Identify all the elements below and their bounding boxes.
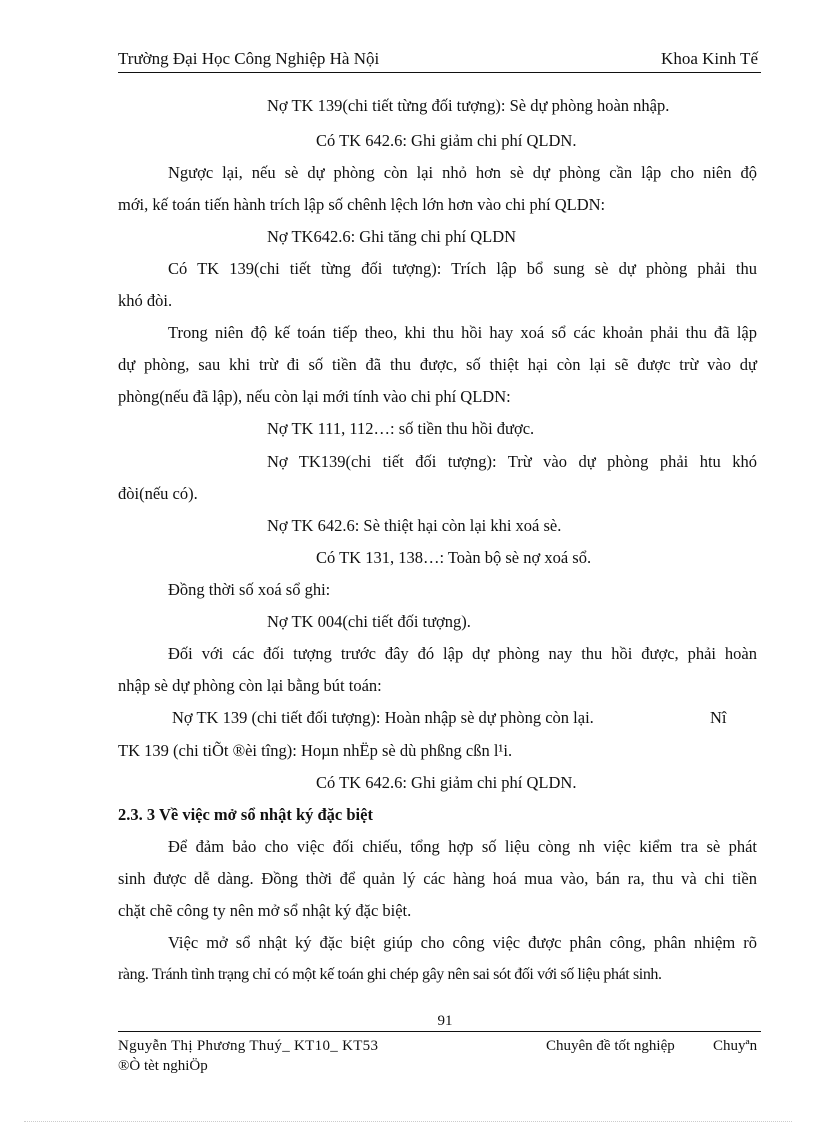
text-line: Có TK 139(chi tiết từng đối tượng): Trích lập bổ sung sè dự phòng phải thu <box>168 259 757 278</box>
text-line: Nợ TK 004(chi tiết đối tượng). <box>267 612 471 631</box>
text-line: TK 139 (chi tiÕt ®èi tîng): Hoµn nhËp sè dù phßng cßn l¹i. <box>118 741 513 760</box>
header-school: Trường Đại Học Công Nghiệp Hà Nội <box>118 49 380 68</box>
page-edge <box>24 1121 792 1122</box>
text-line: Nợ TK 139 (chi tiết đối tượng): Hoàn nhập sè dự phòng còn lại. <box>172 708 594 727</box>
text-line: Nợ TK 642.6: Sè thiệt hại còn lại khi xoá sè. <box>267 516 562 535</box>
footer-line2: ®Ò tèt nghiÖp <box>118 1058 208 1074</box>
text-line: Nợ TK642.6: Ghi tăng chi phí QLDN <box>267 227 517 246</box>
text-line: Ngược lại, nếu sè dự phòng còn lại nhỏ hơn sè dự phòng cần lập cho niên độ <box>168 163 757 182</box>
text-line: mới, kế toán tiến hành trích lập số chênh lệch lớn hơn vào chi phí QLDN: <box>118 195 606 214</box>
header-rule <box>118 72 761 73</box>
footer-author: Nguyễn Thị Phương Thuý_ KT10_ KT53 <box>118 1038 379 1054</box>
text-line: Đối với các đối tượng trước đây đó lập dự phòng nay thu hồi được, phải hoàn <box>168 644 757 663</box>
text-line: Nợ TK 139(chi tiết từng đối tượng): Sè dự phòng hoàn nhập. <box>267 96 670 115</box>
section-heading: 2.3. 3 Về việc mở sổ nhật ký đặc biệt <box>118 805 373 824</box>
text-line: Có TK 642.6: Ghi giảm chi phí QLDN. <box>316 773 577 792</box>
header-faculty: Khoa Kinh Tế <box>661 49 758 68</box>
text-line: Đồng thời số xoá sổ ghi: <box>168 580 331 599</box>
text-line: Để đảm bảo cho việc đối chiếu, tổng hợp số liệu còng nh việc kiểm tra sè phát <box>168 837 757 856</box>
text-line: Nî <box>710 708 727 727</box>
text-line: khó đòi. <box>118 291 173 310</box>
text-line: dự phòng, sau khi trừ đi số tiền đã thu được, số thiệt hại còn lại sẽ được trừ vào dự <box>118 355 757 374</box>
text-line: Có TK 131, 138…: Toàn bộ sè nợ xoá sổ. <box>316 548 592 567</box>
footer-title-garbled: Chuyªn <box>713 1038 758 1054</box>
text-line: Có TK 642.6: Ghi giảm chi phí QLDN. <box>316 131 577 150</box>
text-line: chặt chẽ công ty nên mở sổ nhật ký đặc biệt. <box>118 901 412 920</box>
text-line: đòi(nếu có). <box>118 484 198 503</box>
text-line: ràng. Tránh tình trạng chỉ có một kế toán ghi chép gây nên sai sót đối với số liệu phát sinh. <box>118 966 662 983</box>
footer-title: Chuyên đề tốt nghiệp <box>546 1038 675 1054</box>
footer-rule <box>118 1031 761 1032</box>
text-line: Việc mở sổ nhật ký đặc biệt giúp cho công việc được phân công, phân nhiệm rõ <box>168 933 757 952</box>
text-line: nhập sè dự phòng còn lại bằng bút toán: <box>118 676 382 695</box>
text-line: phòng(nếu đã lập), nếu còn lại mới tính vào chi phí QLDN: <box>118 387 511 406</box>
page-header <box>118 49 758 69</box>
text-line: Nợ TK139(chi tiết đối tượng): Trừ vào dự phòng phải htu khó <box>267 452 757 471</box>
page-number: 91 <box>437 1013 453 1029</box>
text-line: Nợ TK 111, 112…: số tiền thu hồi được. <box>267 419 535 438</box>
text-line: Trong niên độ kế toán tiếp theo, khi thu hồi hay xoá sổ các khoản phải thu đã lập <box>168 323 757 342</box>
text-line: sinh được dễ dàng. Đồng thời để quản lý các hàng hoá mua vào, bán ra, thu và chi tiền <box>118 869 757 888</box>
